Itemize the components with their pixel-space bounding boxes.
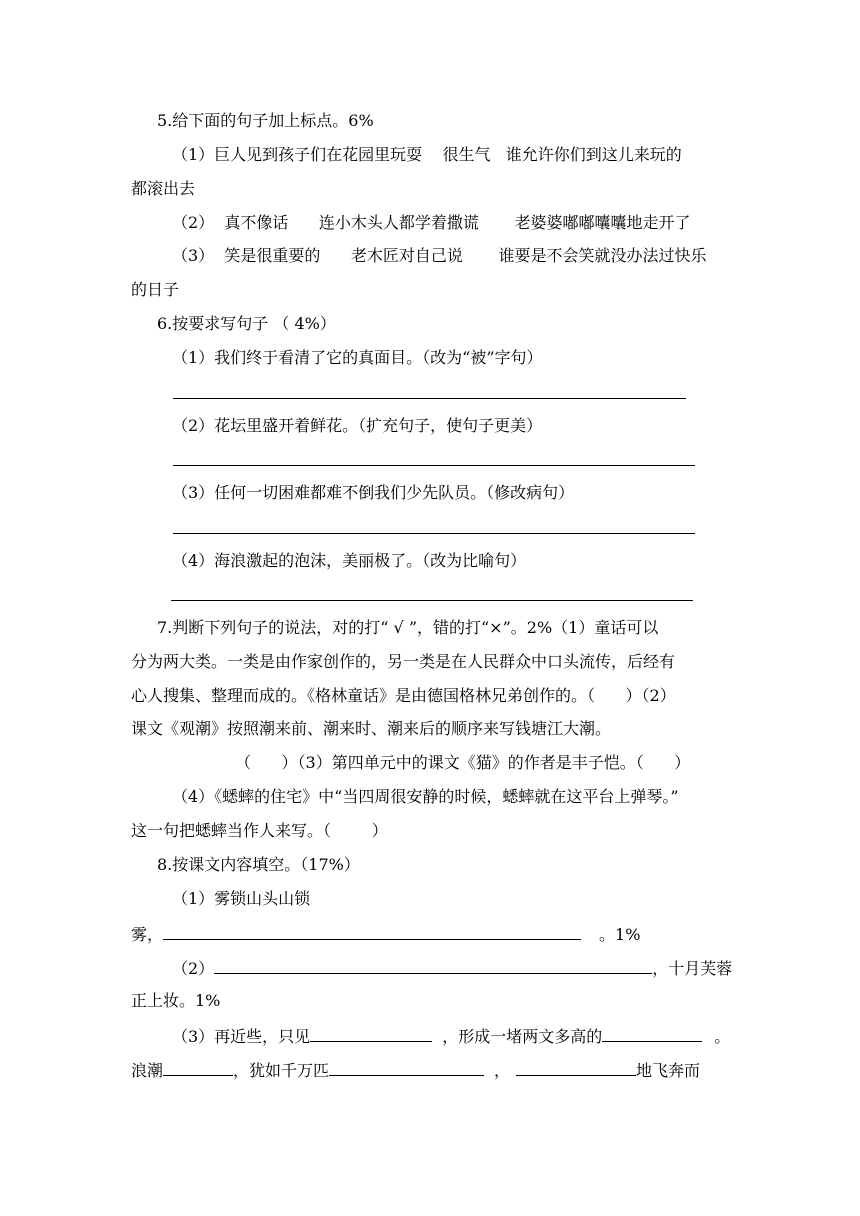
q7-line3: 心人搜集、整理而成的。《格林童话》是由德国格林兄弟创作的。（ ）（2） bbox=[131, 686, 676, 705]
q8-title: 8.按课文内容填空。（17%） bbox=[157, 855, 360, 874]
q8-blank-6[interactable] bbox=[329, 1059, 484, 1076]
q8-item3-line2 bbox=[131, 1059, 700, 1081]
q8-blank-5[interactable] bbox=[163, 1059, 233, 1076]
q8-item1-pre: 雾， bbox=[131, 925, 164, 944]
q7-line1: 7.判断下列句子的说法，对的打“ √ ”，错的打“×”。2%（1）童话可以 bbox=[157, 618, 659, 637]
q7-line4: 课文《观潮》按照潮来前、潮来时、潮来后的顺序来写钱塘江大潮。 bbox=[131, 719, 612, 738]
q8-item2-pre: （2） bbox=[172, 959, 215, 978]
q5-item1-line2: 都滚出去 bbox=[131, 179, 196, 198]
q6-title: 6.按要求写句子 （ 4%） bbox=[157, 314, 336, 333]
q8-item2-post: ，十月芙蓉 bbox=[652, 959, 733, 978]
q8-item2-line2: 正上妆。1% bbox=[131, 991, 221, 1010]
q7-line2: 分为两大类。一类是由作家创作的，另一类是在人民群众中口头流传，后经有 bbox=[131, 652, 676, 671]
q5-item3-line1: （3） 笑是很重要的 老木匠对自己说 谁要是不会笑就没办法过快乐 bbox=[172, 246, 707, 265]
q8-item2-line1 bbox=[172, 957, 732, 979]
q8-item1-line2 bbox=[131, 923, 640, 945]
q7-line7: 这一句把蟋蟀当作人来写。（ ） bbox=[131, 821, 388, 840]
q8-item3-l2-a: 浪潮 bbox=[131, 1061, 164, 1080]
q6-item4: （4）海浪激起的泡沫，美丽极了。（改为比喻句） bbox=[172, 551, 527, 570]
q7-line6: （4）《蟋蟀的住宅》中“当四周很安静的时候，蟋蟀就在这平台上弹琴。” bbox=[172, 787, 679, 806]
q8-blank-4[interactable] bbox=[602, 1025, 702, 1042]
q8-item3-end: 。 bbox=[714, 1027, 731, 1046]
q5-title: 5.给下面的句子加上标点。6% bbox=[157, 111, 374, 130]
q8-blank-2[interactable] bbox=[214, 957, 652, 974]
q5-item2: （2） 真不像话 连小木头人都学着撒谎 老婆婆嘟嘟囔囔地走开了 bbox=[172, 213, 691, 232]
q8-blank-7[interactable] bbox=[516, 1059, 636, 1076]
q6-item2: （2）花坛里盛开着鲜花。（扩充句子，使句子更美） bbox=[172, 416, 543, 435]
q6-answer-line-4[interactable] bbox=[171, 600, 693, 601]
q8-item1-line1: （1）雾锁山头山锁 bbox=[172, 889, 311, 908]
q6-answer-line-3[interactable] bbox=[173, 533, 695, 534]
q8-item3-l2-c: ， bbox=[494, 1061, 511, 1080]
q6-answer-line-1[interactable] bbox=[173, 398, 686, 399]
q8-item3-pre: （3）再近些，只见 bbox=[172, 1027, 311, 1046]
q6-item3: （3）任何一切困难都难不倒我们少先队员。（修改病句） bbox=[172, 483, 575, 502]
q5-item3-line2: 的日子 bbox=[131, 280, 180, 299]
q8-blank-1[interactable] bbox=[163, 923, 581, 940]
q6-item1: （1）我们终于看清了它的真面目。（改为“被”字句） bbox=[172, 348, 543, 367]
q8-item3-l2-d: 地飞奔而 bbox=[636, 1061, 701, 1080]
q8-item3-line1 bbox=[172, 1025, 730, 1047]
q6-answer-line-2[interactable] bbox=[173, 465, 695, 466]
q8-item1-post: 。1% bbox=[599, 925, 641, 944]
q8-item3-mid: ，形成一堵两文多高的 bbox=[442, 1027, 603, 1046]
q5-item1-line1: （1）巨人见到孩子们在花园里玩耍 很生气 谁允许你们到这儿来玩的 bbox=[172, 145, 682, 164]
q8-blank-3[interactable] bbox=[310, 1025, 432, 1042]
q8-item3-l2-b: ，犹如千万匹 bbox=[233, 1061, 330, 1080]
q7-line5: （ ）（3）第四单元中的课文《猫》的作者是丰子恺。（ ） bbox=[235, 753, 691, 772]
